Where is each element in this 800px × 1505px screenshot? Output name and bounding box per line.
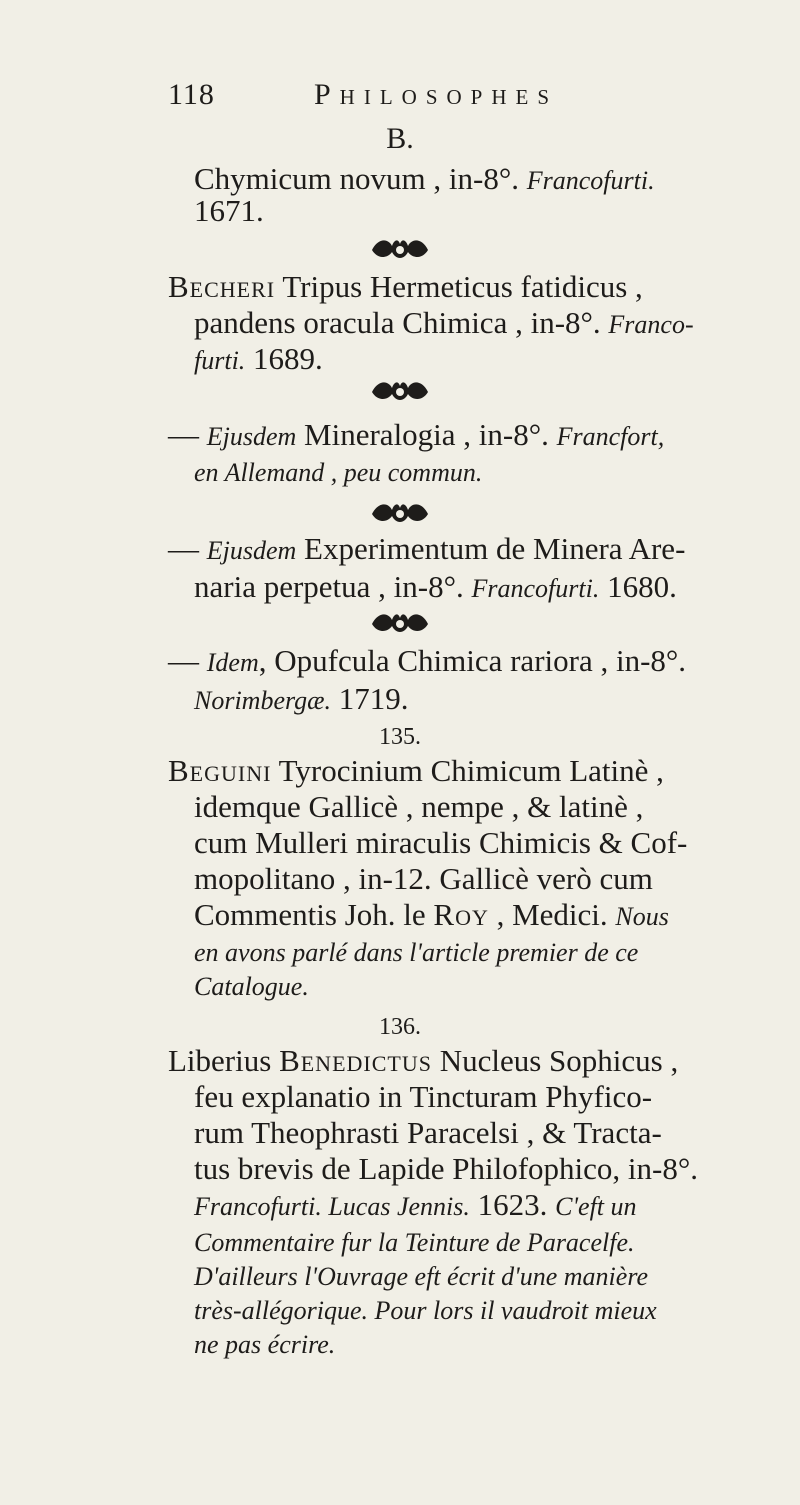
entry-line: en Allemand , peu commun.: [194, 458, 483, 487]
fleuron-ornament-icon: [0, 500, 800, 530]
entry-line: pandens oracula Chimica , in-8°. Franco-: [194, 305, 694, 340]
signature-mark: B.: [386, 122, 414, 155]
entry-number: 135.: [379, 724, 421, 750]
entry-line: feu explanatio in Tincturam Phyfico-: [194, 1079, 653, 1114]
entry-line: Commentaire fur la Teinture de Paracelfe.: [194, 1228, 635, 1257]
entry-line: cum Mulleri miraculis Chimicis & Cof-: [194, 825, 688, 860]
entry-line: Becheri Tripus Hermeticus fatidicus ,: [168, 269, 643, 304]
fleuron-ornament-icon: [0, 610, 800, 640]
entry-line: 1671.: [194, 193, 264, 228]
entry-line: Norimbergæ. 1719.: [194, 681, 409, 716]
fleuron-ornament-icon: [0, 378, 800, 408]
fleuron-ornament-icon: [0, 236, 800, 266]
page-number: 118: [168, 78, 215, 111]
entry-line: — Idem, Opufcula Chimica rariora , in-8°.: [168, 643, 687, 678]
entry-line: idemque Gallicè , nempe , & latinè ,: [194, 789, 644, 824]
entry-line: tus brevis de Lapide Philofophico, in-8°.: [194, 1151, 699, 1186]
entry-line: Catalogue.: [194, 972, 309, 1001]
entry-line: naria perpetua , in-8°. Francofurti. 1680.: [194, 569, 677, 604]
entry-line: — Ejusdem Mineralogia , in-8°. Francfort,: [168, 417, 665, 452]
entry-line: en avons parlé dans l'article premier de ce: [194, 938, 639, 967]
entry-line: Commentis Joh. le Roy , Medici. Nous: [194, 897, 669, 932]
entry-line: Francofurti. Lucas Jennis. 1623. C'eft un: [194, 1187, 637, 1222]
page-header: [168, 78, 638, 118]
entry-number: 136.: [379, 1014, 421, 1040]
entry-line: Liberius Benedictus Nucleus Sophicus ,: [168, 1043, 679, 1078]
entry-line: Beguini Tyrocinium Chimicum Latinè ,: [168, 753, 664, 788]
entry-line: furti. 1689.: [194, 341, 323, 376]
entry-line: — Ejusdem Experimentum de Minera Are-: [168, 531, 686, 566]
entry-line: D'ailleurs l'Ouvrage eft écrit d'une manière: [194, 1262, 649, 1291]
entry-line: rum Theophrasti Paracelsi , & Tracta-: [194, 1115, 662, 1150]
entry-line: ne pas écrire.: [194, 1330, 336, 1359]
entry-line: mopolitano , in-12. Gallicè verò cum: [194, 861, 653, 896]
entry-line: Chymicum novum , in-8°. Francofurti.: [194, 161, 655, 196]
entry-line: très-allégorique. Pour lors il vaudroit mieux: [194, 1296, 657, 1325]
running-title: Philosophes: [314, 78, 559, 111]
